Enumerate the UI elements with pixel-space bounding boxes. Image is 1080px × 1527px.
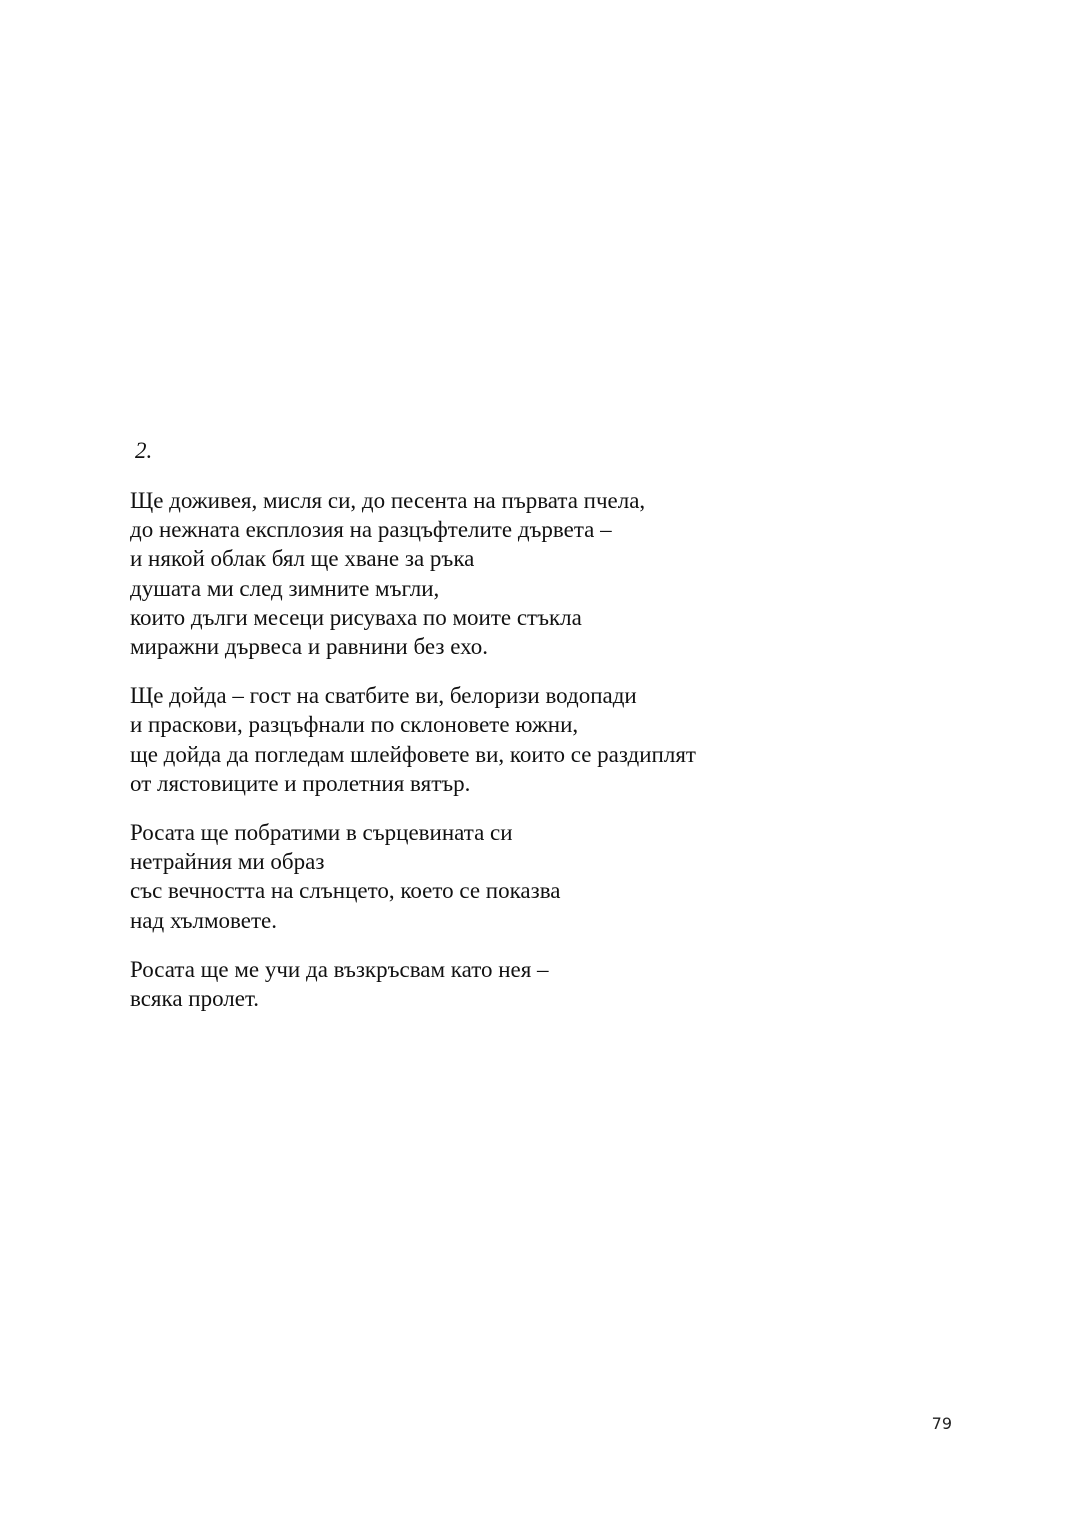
poem-line: нетрайния ми образ xyxy=(130,849,325,875)
poem-line: душата ми след зимните мъгли, xyxy=(130,575,440,601)
poem-line: Росата ще ме учи да възкръсвам като нея – xyxy=(130,956,549,982)
poem-line: и праскови, разцъфнали по склоновете южни, xyxy=(130,712,579,738)
poem-line: Ще доживея, мисля си, до песента на първата пчела, xyxy=(130,488,646,513)
poem-line: всяка пролет. xyxy=(130,986,260,1012)
poem-line: над хълмовете. xyxy=(130,907,277,933)
stanza-3 xyxy=(130,818,950,935)
poem-number: 2. xyxy=(135,438,153,463)
stanza-4 xyxy=(130,955,950,1013)
poem-line: и някой облак бял ще хване за ръка xyxy=(130,546,475,572)
poem-line: от лястовиците и пролетния вятър. xyxy=(130,770,471,796)
poem-line: Росата ще побратими в сърцевината си xyxy=(130,820,513,846)
poem-line: Ще дойда – гост на сватбите ви, белоризи водопади xyxy=(130,683,637,709)
poem xyxy=(130,436,950,1033)
stanza-2 xyxy=(130,681,950,798)
poem-line: до нежната експлозия на разцъфтелите дървета – xyxy=(130,517,612,543)
stanza-1 xyxy=(130,486,950,661)
poem-line: със вечността на слънцето, което се показва xyxy=(130,878,561,904)
poem-line: миражни дървеса и равнини без ехо. xyxy=(130,634,488,660)
page-number: 79 xyxy=(931,1414,952,1433)
poem-line: които дълги месеци рисуваха по моите стъкла xyxy=(130,604,582,630)
poem-line: ще дойда да погледам шлейфовете ви, които се раздиплят xyxy=(130,741,696,767)
